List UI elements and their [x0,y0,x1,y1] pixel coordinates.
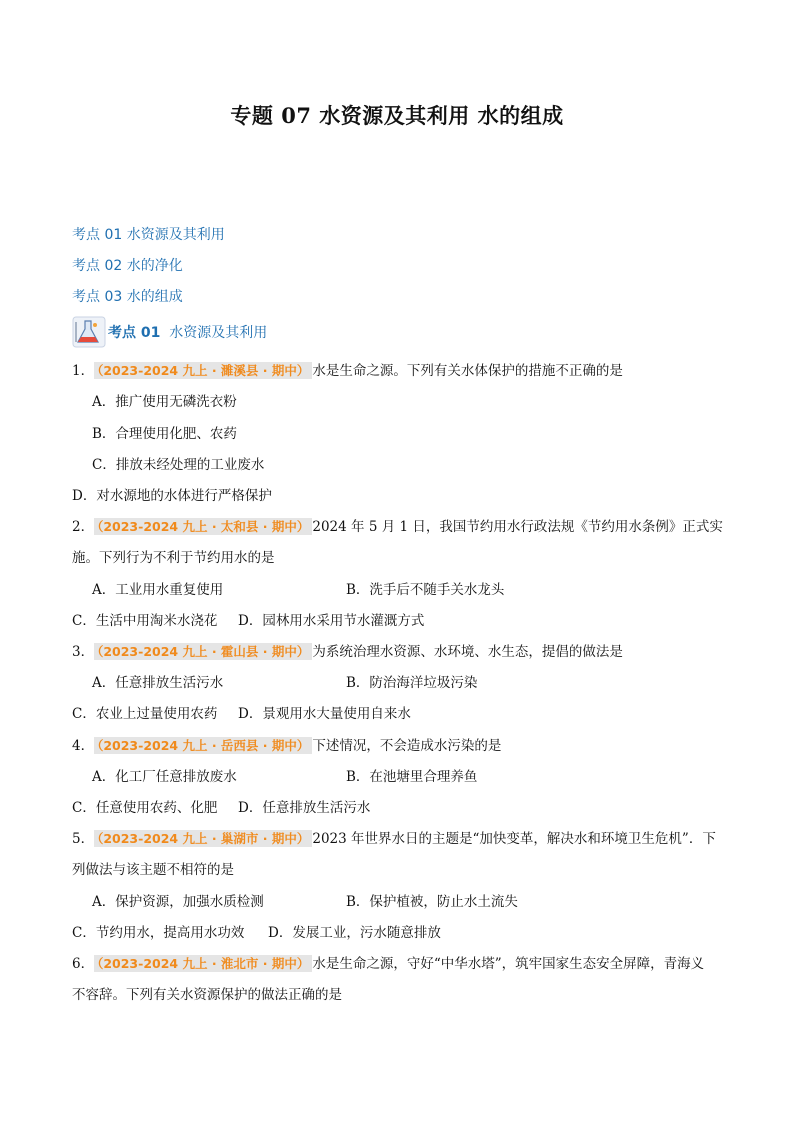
toc-link-2[interactable]: 考点 02 水的净化 [72,258,183,274]
source-tag: （2023-2024 九上 · 太和县 · 期中） [94,518,312,535]
flask-icon [72,316,106,348]
source-tag: （2023-2024 九上 · 霍山县 · 期中） [94,643,312,660]
q5-option-d: D．发展工业，污水随意排放 [268,925,441,941]
q2-option-d: D．园林用水采用节水灌溉方式 [238,613,425,629]
q4-option-b: B．在池塘里合理养鱼 [346,769,478,785]
source-tag: （2023-2024 九上 · 巢湖市 · 期中） [94,830,312,847]
question-2-stem: 2． （2023-2024 九上 · 太和县 · 期中） 2024 年 5 月 1 日，我国节约用水行政法规《节约用水条例》正式实 [72,519,723,535]
question-2-stem-cont: 施。下列行为不利于节约用水的是 [72,550,275,566]
section-label [108,322,267,342]
q5-option-b: B．保护植被，防止水土流失 [346,894,518,910]
page-title: 专题 07 水资源及其利用 水的组成 [230,103,564,128]
q4-option-a: A．化工厂任意排放废水 [92,769,237,785]
question-5-stem-cont: 列做法与该主题不相符的是 [72,862,234,878]
q1-option-d: D．对水源地的水体进行严格保护 [72,488,272,504]
q5-option-c: C．节约用水，提高用水功效 [72,925,245,941]
source-tag: （2023-2024 九上 · 濉溪县 · 期中） [94,362,312,379]
q5-option-a: A．保护资源，加强水质检测 [92,894,264,910]
source-tag: （2023-2024 九上 · 岳西县 · 期中） [94,737,312,754]
q1-option-b: B．合理使用化肥、农药 [92,426,237,442]
toc-link-3[interactable]: 考点 03 水的组成 [72,289,183,305]
q2-option-a: A．工业用水重复使用 [92,582,224,598]
section-name: 水资源及其利用 [169,325,268,341]
question-6-stem-cont: 不容辞。下列有关水资源保护的做法正确的是 [72,987,342,1003]
section-heading [72,316,267,348]
q3-option-d: D．景观用水大量使用自来水 [238,706,411,722]
q1-option-a: A．推广使用无磷洗衣粉 [92,394,237,410]
question-5-stem: 5． （2023-2024 九上 · 巢湖市 · 期中） 2023 年世界水日的主题是“加快变革，解决水和环境卫生危机”．下 [72,831,716,847]
q3-option-c: C．农业上过量使用农药 [72,706,218,722]
q3-option-b: B．防治海洋垃圾污染 [346,675,478,691]
toc-link-1[interactable]: 考点 01 水资源及其利用 [72,227,225,243]
q4-option-c: C．任意使用农药、化肥 [72,800,218,816]
question-4-stem: 4． （2023-2024 九上 · 岳西县 · 期中） 下述情况，不会造成水污染的是 [72,738,502,754]
question-6-stem: 6． （2023-2024 九上 · 淮北市 · 期中） 水是生命之源，守好“中华水塔”，筑牢国家生态安全屏障，青海义 [72,956,705,972]
source-tag: （2023-2024 九上 · 淮北市 · 期中） [94,955,312,972]
q2-option-b: B．洗手后不随手关水龙头 [346,582,505,598]
question-3-stem: 3． （2023-2024 九上 · 霍山县 · 期中） 为系统治理水资源、水环境、水生态，提倡的做法是 [72,644,623,660]
q2-option-c: C．生活中用淘米水浇花 [72,613,218,629]
q3-option-a: A．任意排放生活污水 [92,675,224,691]
q1-option-c: C．排放未经处理的工业废水 [92,457,265,473]
q4-option-d: D．任意排放生活污水 [238,800,371,816]
section-number: 考点 01 [108,325,161,341]
question-1-stem: 1． （2023-2024 九上 · 濉溪县 · 期中） 水是生命之源。下列有关水体保护的措施不正确的是 [72,363,623,379]
